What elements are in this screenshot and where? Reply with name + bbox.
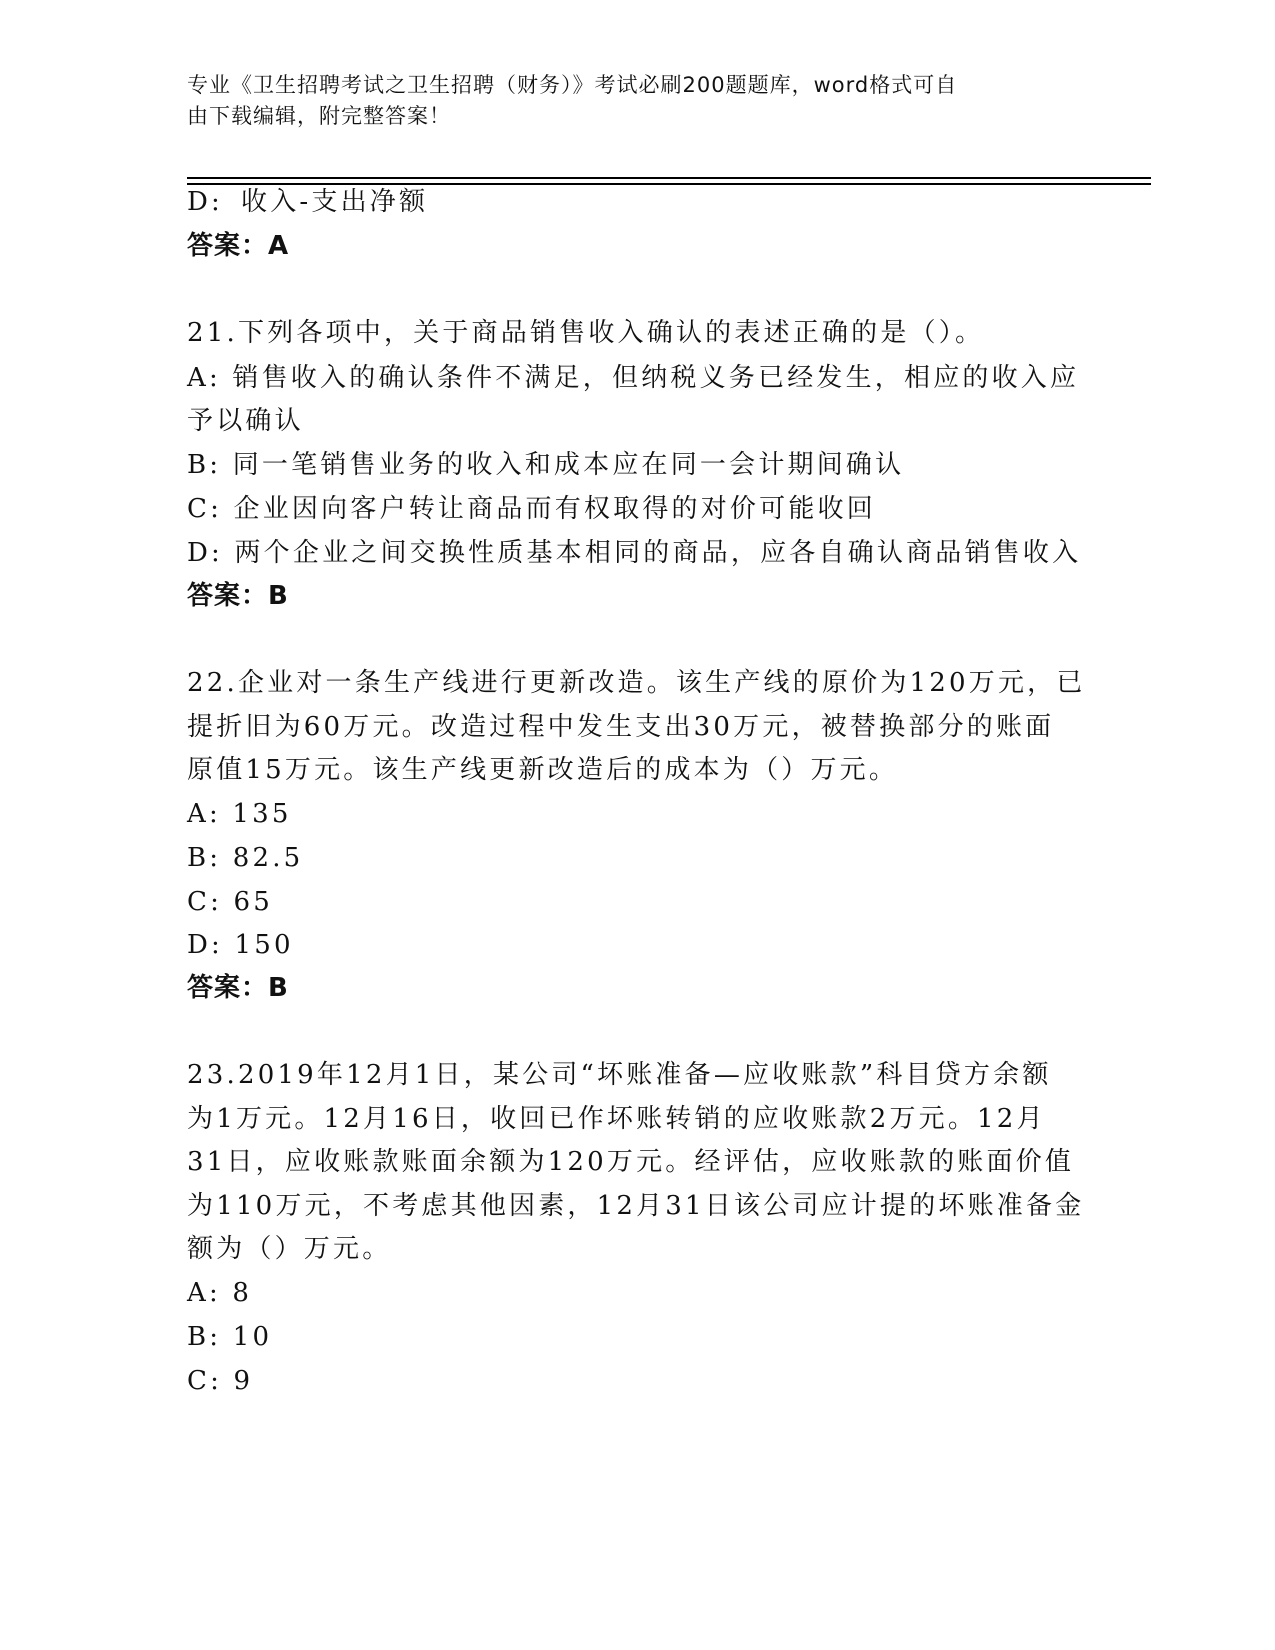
- q22-answer: 答案：B: [187, 973, 289, 1003]
- q21-option-d: D: 两个企业之间交换性质基本相同的商品，应各自确认商品销售收入: [187, 538, 1082, 568]
- q22-stem-line-1: 22.企业对一条生产线进行更新改造。该生产线的原价为120万元，已: [187, 668, 1086, 698]
- q22-option-c: C: 65: [187, 887, 274, 917]
- header-rule-bottom: [187, 183, 1151, 185]
- header-line-2: 由下载编辑，附完整答案！: [187, 104, 451, 128]
- prev-answer: 答案：A: [187, 231, 290, 261]
- q22-stem-line-2: 提折旧为60万元。改造过程中发生支出30万元，被替换部分的账面: [187, 712, 1055, 742]
- q22-option-a: A: 135: [187, 799, 292, 829]
- q23-stem-line-1: 23.2019年12月1日，某公司“坏账准备—应收账款”科目贷方余额: [187, 1060, 1052, 1090]
- q21-option-a-line-1: A: 销售收入的确认条件不满足，但纳税义务已经发生，相应的收入应: [187, 363, 1080, 393]
- header-line-1: 专业《卫生招聘考试之卫生招聘（财务）》考试必刷200题题库，word格式可自: [187, 73, 958, 97]
- q23-stem-line-5: 额为（）万元。: [187, 1234, 392, 1264]
- q23-option-a: A: 8: [187, 1278, 253, 1308]
- q23-stem-line-3: 31日，应收账款账面余额为120万元。经评估，应收账款的账面价值: [187, 1147, 1075, 1177]
- q23-stem-line-2: 为1万元。12月16日，收回已作坏账转销的应收账款2万元。12月: [187, 1104, 1046, 1134]
- q22-stem-line-3: 原值15万元。该生产线更新改造后的成本为（）万元。: [187, 755, 899, 785]
- q23-option-c: C: 9: [187, 1366, 254, 1396]
- q21-option-c: C: 企业因向客户转让商品而有权取得的对价可能收回: [187, 494, 876, 524]
- q21-option-a-line-2: 予以确认: [187, 406, 304, 436]
- document-header: [187, 70, 1067, 132]
- q23-stem-line-4: 为110万元，不考虑其他因素，12月31日该公司应计提的坏账准备金: [187, 1191, 1085, 1221]
- q21-stem: 21.下列各项中，关于商品销售收入确认的表述正确的是（）。: [187, 318, 985, 348]
- q21-answer: 答案：B: [187, 581, 289, 611]
- header-rule-top: [187, 177, 1151, 179]
- prev-option-d: D: 收入-支出净额: [187, 187, 429, 217]
- q23-option-b: B: 10: [187, 1322, 273, 1352]
- q22-option-d: D: 150: [187, 930, 294, 960]
- q21-option-b: B: 同一笔销售业务的收入和成本应在同一会计期间确认: [187, 450, 905, 480]
- q22-option-b: B: 82.5: [187, 843, 304, 873]
